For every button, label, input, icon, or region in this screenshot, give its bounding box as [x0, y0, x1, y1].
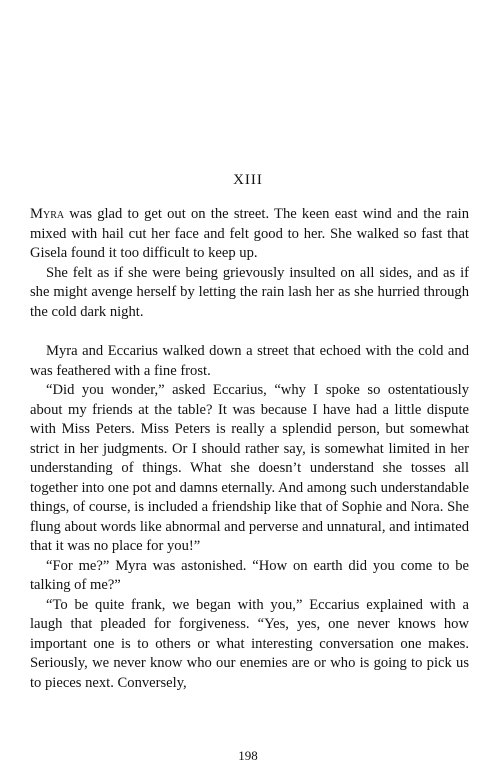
chapter-heading: XIII	[233, 172, 263, 188]
body-text	[30, 205, 469, 693]
paragraph: “For me?” Myra was astonished. “How on earth did you come to be talking of me?”	[30, 557, 469, 593]
section-break	[30, 322, 469, 342]
paragraph: “Did you wonder,” asked Eccarius, “why I spoke so ostentatiously about my friends at the table? It was because I have had a little dispute with Miss Peters. Miss Peters is really a splendid person, but somewhat strict in her judgments. Or I should rather say, is somewhat limited in her understanding of things. What she doesn’t understand she tosses all together into one pot and damns eternally. And among such understandable things, of course, is included a friendship like that of Sophie and Nora. She flung about words like abnormal and perverse and unnatural, and intimated that it was no place for you!”	[30, 382, 469, 554]
paragraph-text: was glad to get out on the street. The keen east wind and the rain mixed with hail cut her face and felt good to her. She walked so fast that Gisela found it too difficult to keep up.	[30, 206, 469, 261]
paragraph: She felt as if she were being grievously insulted on all sides, and as if she might avenge herself by letting the rain lash her as she hurried through the cold dark night.	[30, 264, 469, 320]
paragraph: Myra and Eccarius walked down a street that echoed with the cold and was feathered with a fine frost.	[30, 343, 469, 379]
chapter-lead-word: Myra	[30, 206, 65, 222]
page-number: 198	[238, 748, 258, 763]
paragraph	[30, 205, 469, 264]
paragraph: “To be quite frank, we began with you,” Eccarius explained with a laugh that pleaded for forgiveness. “Yes, yes, one never knows how important one is to others or what interesting conversation one makes. Seriously, we never know who our enemies are or who is going to pick us to pieces next. Conversely,	[30, 596, 469, 691]
